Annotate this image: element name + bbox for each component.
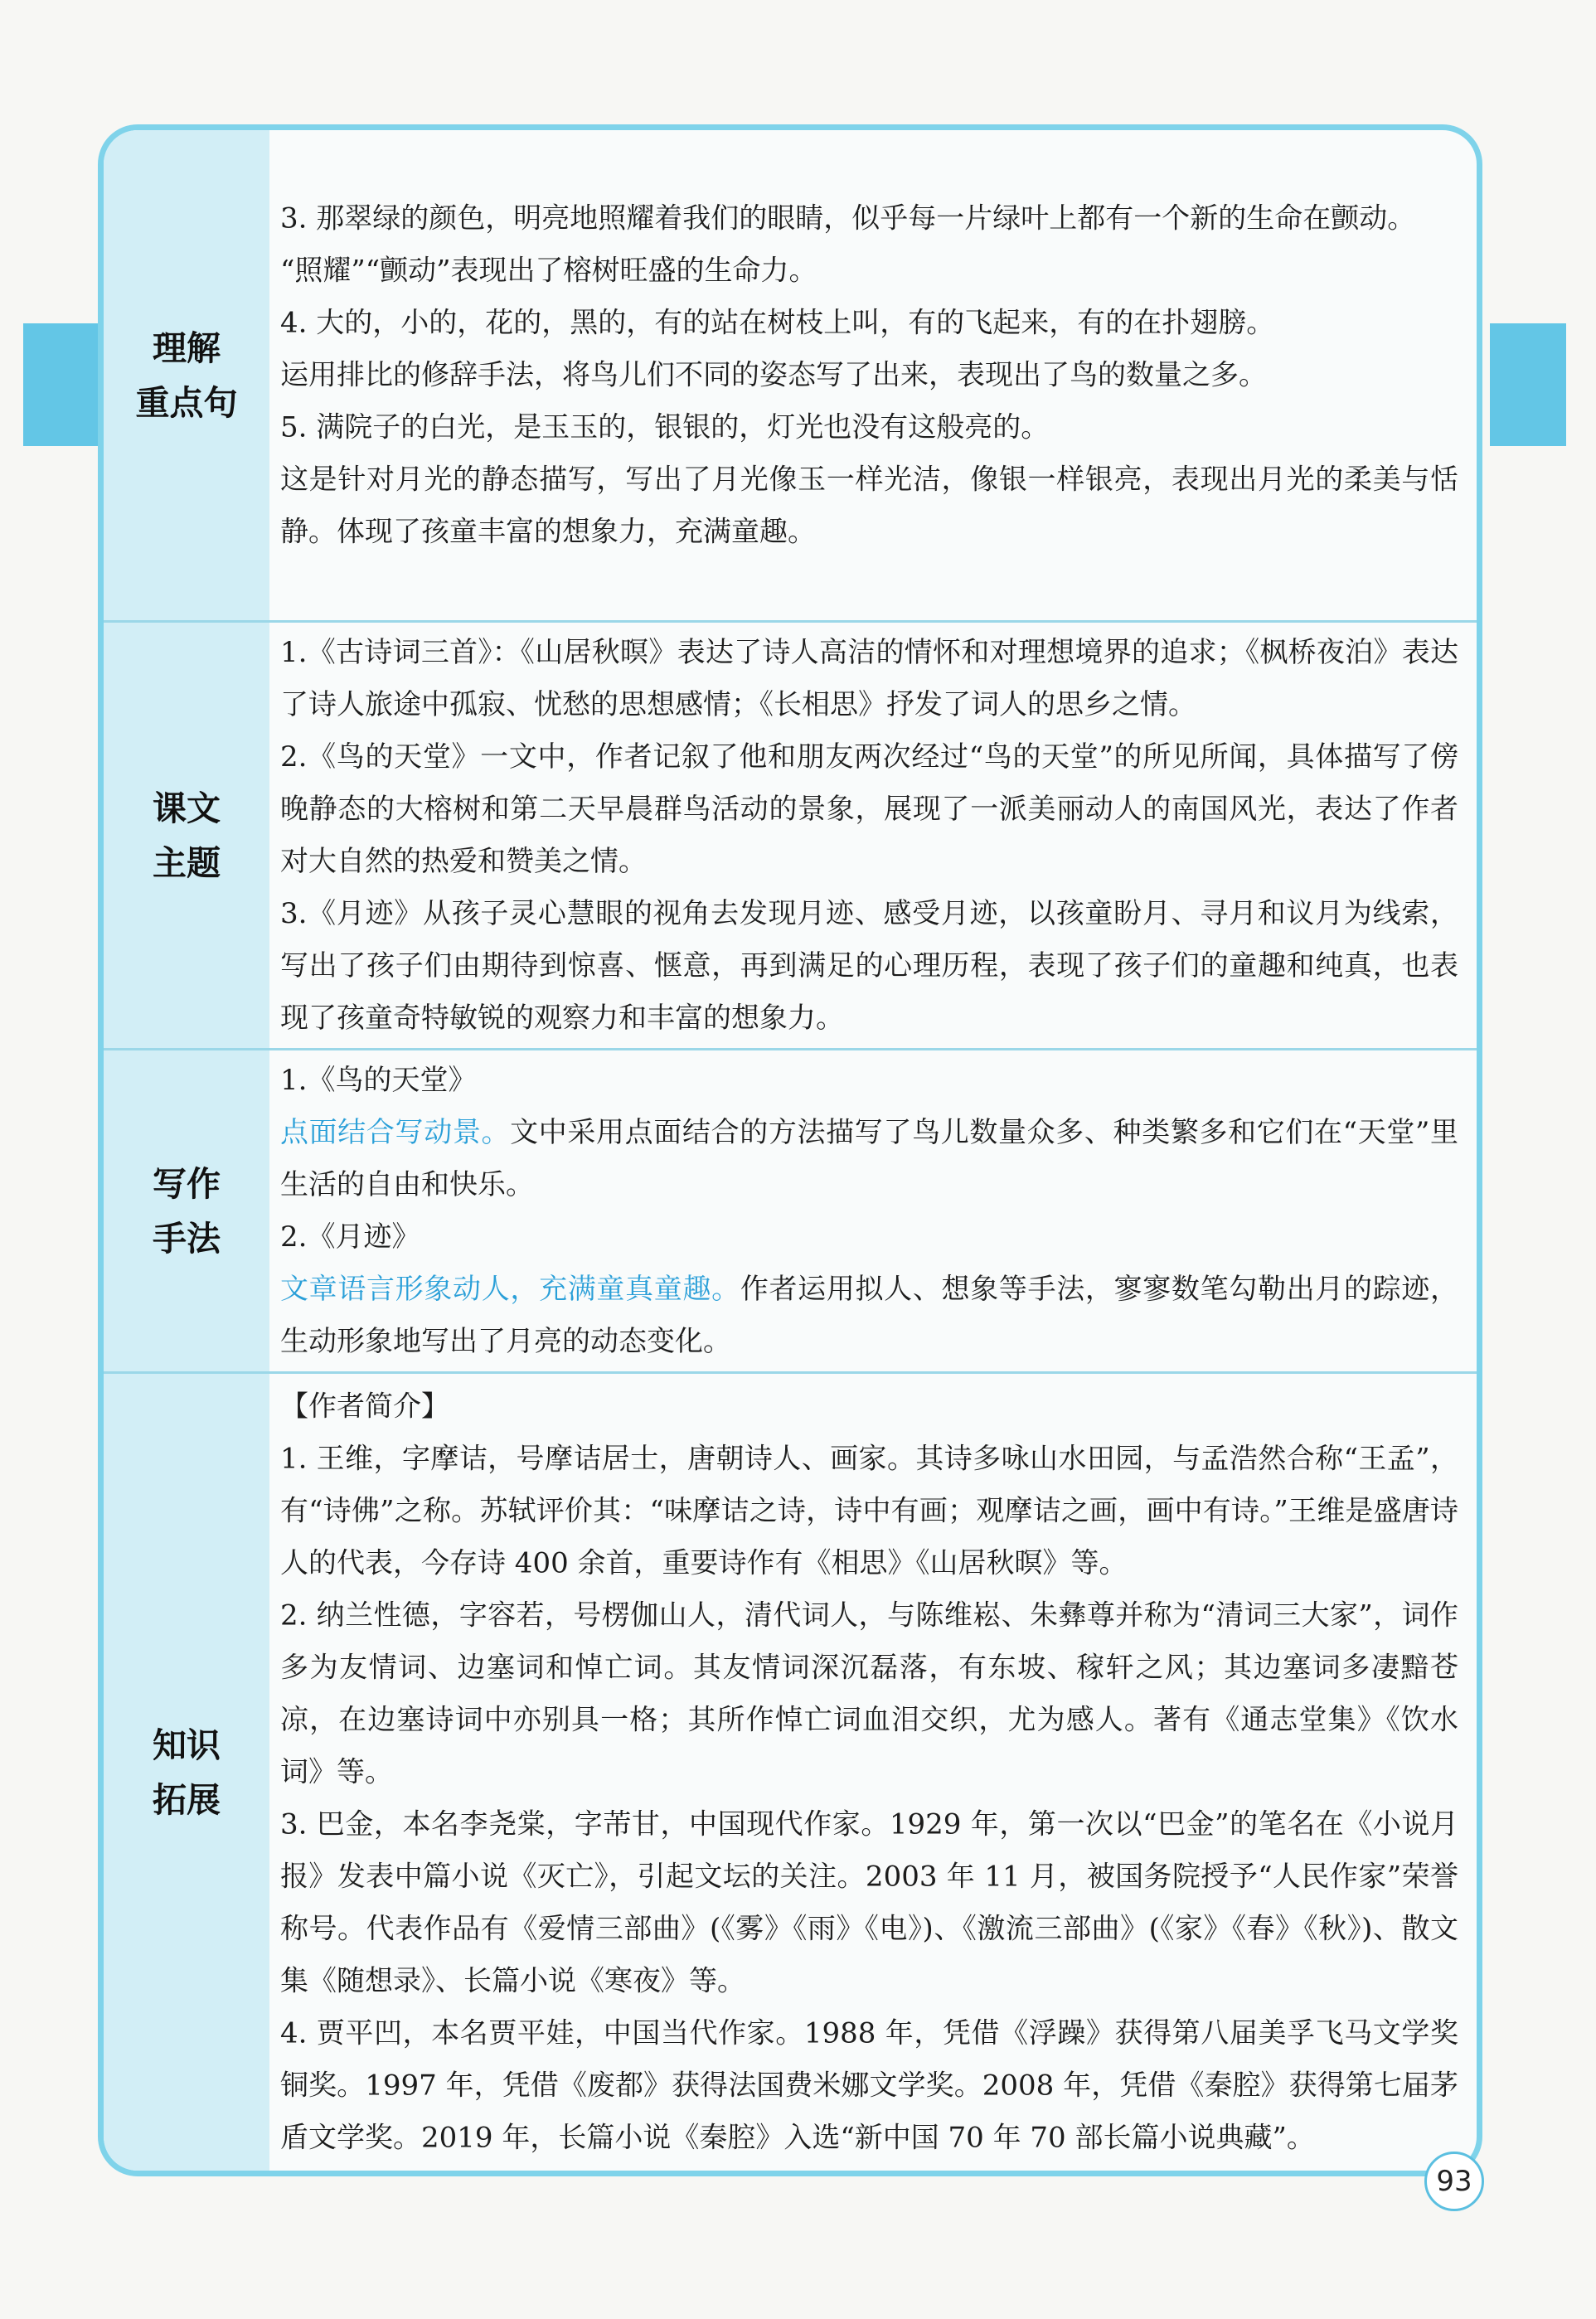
section-label bbox=[104, 321, 269, 430]
paragraph: 运用排比的修辞手法，将鸟儿们不同的姿态写了出来，表现出了鸟的数量之多。 bbox=[280, 358, 1267, 391]
paragraph: 5. 满院子的白光，是玉玉的，银银的，灯光也没有这般亮的。 bbox=[280, 410, 1050, 444]
paragraph: 1. 王维，字摩诘，号摩诘居士，唐朝诗人、画家。其诗多咏山水田园，与孟浩然合称“王孟”，有“诗佛”之称。苏轼评价其：“味摩诘之诗，诗中有画；观摩诘之画，画中有诗。”王维是盛唐诗人的代表，今存诗 400 余首，重要诗作有《相思》《山居秋暝》等。 bbox=[280, 1442, 1458, 1579]
section-key-sentences bbox=[104, 130, 1477, 623]
paragraph: 2. 纳兰性德，字容若，号楞伽山人，清代词人，与陈维崧、朱彝尊并称为“清词三大家”，词作多为友情词、边塞词和悼亡词。其友情词深沉磊落，有东坡、稼轩之风；其边塞词多凄黯苍凉，在边塞诗词中亦别具一格；其所作悼亡词血泪交织，尤为感人。著有《通志堂集》《饮水词》等。 bbox=[280, 1599, 1458, 1788]
paragraph: 这是针对月光的静态描写，写出了月光像玉一样光洁，像银一样银亮，表现出月光的柔美与恬静。体现了孩童丰富的想象力，充满童趣。 bbox=[280, 463, 1458, 548]
section-label bbox=[104, 1718, 269, 1827]
item-title: 2.《月迹》 bbox=[280, 1220, 420, 1254]
paragraph: 3. 巴金，本名李尧棠，字芾甘，中国现代作家。1929 年，第一次以“巴金”的笔名在《小说月报》发表中篇小说《灭亡》，引起文坛的关注。2003 年 11 月，被国务院授予“人民作家”荣誉称号。代表作品有《爱情三部曲》(《雾》《雨》《电》)、《激流三部曲》(《家》《春》《秋》)、散文集《随想录》、长篇小说《寒夜》等。 bbox=[280, 1807, 1458, 1997]
section-content bbox=[280, 192, 1458, 558]
section-label-line: 拓展 bbox=[153, 1779, 221, 1820]
section-label bbox=[104, 781, 269, 890]
paragraph: 1.《古诗词三首》：《山居秋暝》表达了诗人高洁的情怀和对理想境界的追求；《枫桥夜泊》表达了诗人旅途中孤寂、忧愁的思想感情；《长相思》抒发了词人的思乡之情。 bbox=[280, 635, 1458, 721]
highlight-text: 文章语言形象动人，充满童真童趣。 bbox=[280, 1272, 740, 1306]
content-card bbox=[98, 124, 1482, 2176]
paragraph: 2.《鸟的天堂》一文中，作者记叙了他和朋友两次经过“鸟的天堂”的所见所闻，具体描写了傍晚静态的大榕树和第二天早晨群鸟活动的景象，展现了一派美丽动人的南国风光，表达了作者对大自然的热爱和赞美之情。 bbox=[280, 740, 1458, 878]
page-edge-tab-right bbox=[1490, 323, 1566, 446]
section-label bbox=[104, 1157, 269, 1266]
paragraph: “照耀”“颤动”表现出了榕树旺盛的生命力。 bbox=[280, 254, 817, 287]
section-content bbox=[280, 627, 1458, 1045]
paragraph: 3.《月迹》从孩子灵心慧眼的视角去发现月迹、感受月迹，以孩童盼月、寻月和议月为线索，写出了孩子们由期待到惊喜、惬意，再到满足的心理历程，表现了孩子们的童趣和纯真，也表现了孩童奇特敏锐的观察力和丰富的想象力。 bbox=[280, 896, 1458, 1035]
paragraph: 3. 那翠绿的颜色，明亮地照耀着我们的眼睛，似乎每一片绿叶上都有一个新的生命在颤动。 bbox=[280, 201, 1416, 235]
section-label-line: 课文 bbox=[153, 788, 221, 828]
paragraph: 4. 贾平凹，本名贾平娃，中国当代作家。1988 年，凭借《浮躁》获得第八届美孚飞马文学奖铜奖。1997 年，凭借《废都》获得法国费米娜文学奖。2008 年，凭借《秦腔》获得第七届茅盾文学奖。2019 年，长篇小说《秦腔》入选“新中国 70 年 70 部长篇小说典藏”。 bbox=[280, 2016, 1458, 2154]
page-number: 93 bbox=[1424, 2152, 1484, 2211]
section-label-line: 主题 bbox=[153, 842, 221, 883]
page-edge-tab-left bbox=[23, 323, 99, 446]
section-label-line: 知识 bbox=[153, 1725, 221, 1765]
item-body bbox=[280, 1107, 1458, 1211]
section-content bbox=[280, 1380, 1458, 2164]
section-heading: 【作者简介】 bbox=[280, 1390, 449, 1423]
section-writing-technique bbox=[104, 1050, 1477, 1374]
item-text: 作者运用拟人、想象等手法，寥寥数笔勾勒出月的踪迹，生动形象地写出了月亮的动态变化。 bbox=[280, 1272, 1459, 1358]
section-label-line: 理解 bbox=[153, 327, 221, 368]
section-knowledge-extension bbox=[104, 1374, 1477, 2171]
section-label-line: 重点句 bbox=[135, 382, 238, 423]
item-title: 1.《鸟的天堂》 bbox=[280, 1063, 477, 1097]
section-content bbox=[280, 1055, 1458, 1368]
section-text-theme bbox=[104, 623, 1477, 1050]
highlight-text: 点面结合写动景。 bbox=[280, 1115, 511, 1149]
section-label-line: 写作 bbox=[153, 1163, 221, 1204]
item-text: 文中采用点面结合的方法描写了鸟儿数量众多、种类繁多和它们在“天堂”里生活的自由和快乐。 bbox=[280, 1115, 1459, 1201]
paragraph: 4. 大的，小的，花的，黑的，有的站在树枝上叫，有的飞起来，有的在扑翅膀。 bbox=[280, 306, 1275, 339]
section-label-line: 手法 bbox=[153, 1218, 221, 1259]
item-body bbox=[280, 1264, 1458, 1368]
